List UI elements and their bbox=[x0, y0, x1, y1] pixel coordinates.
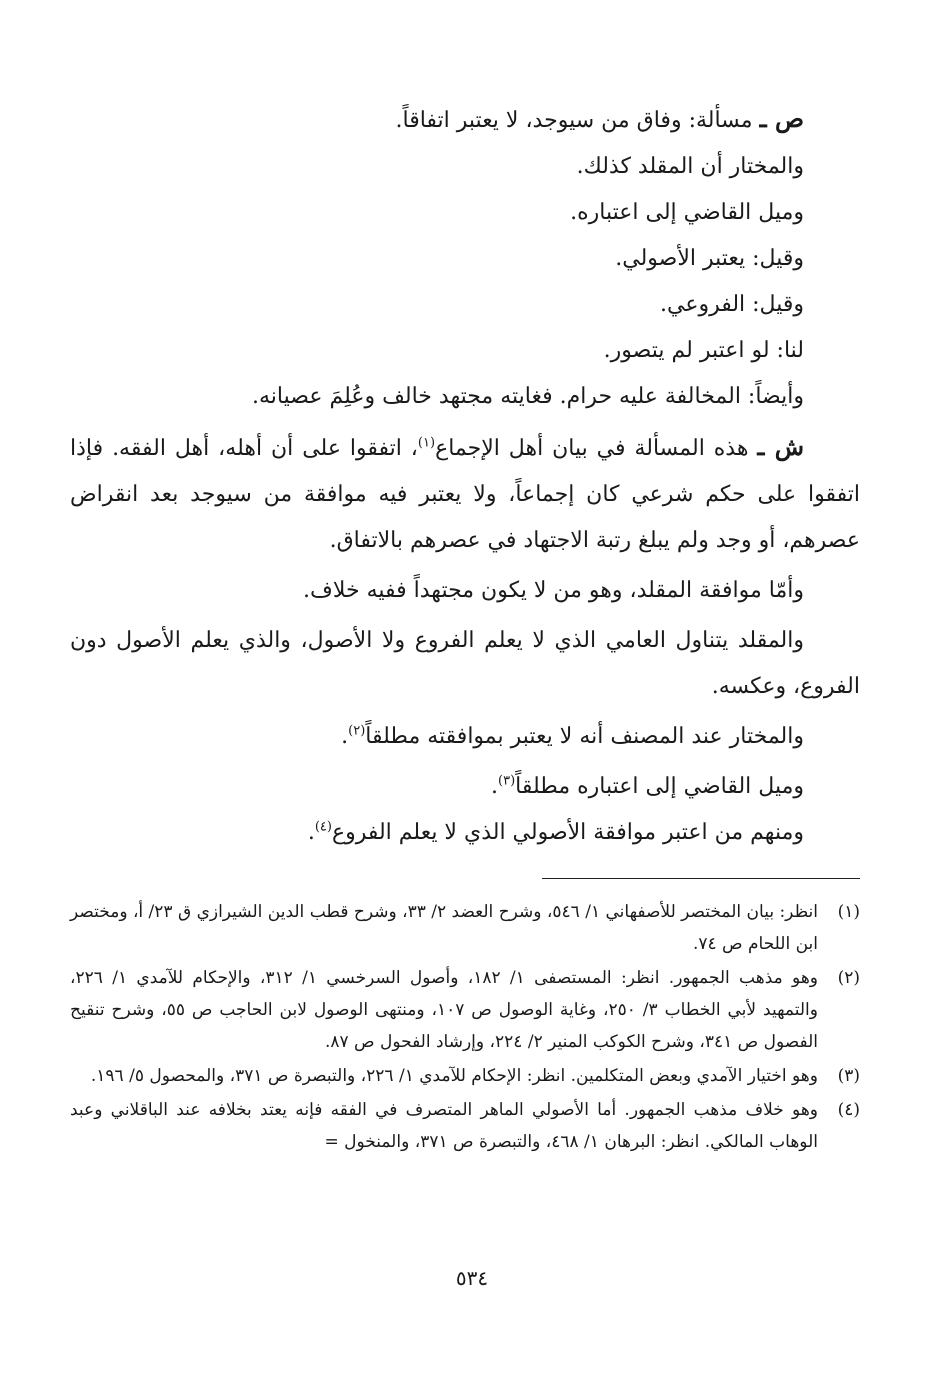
footnote bbox=[70, 1094, 860, 1158]
sharh-paragraph: وميل القاضي إلى اعتباره مطلقاً$^{(٣)}$. bbox=[491, 773, 804, 799]
matn-marker: ص ـ bbox=[759, 104, 804, 133]
matn-line: وقيل: الفروعي. bbox=[659, 292, 804, 317]
footnote-ref: (٢) bbox=[348, 723, 366, 739]
footnotes bbox=[70, 896, 860, 1160]
footnote-text: وهو مذهب الجمهور. انظر: المستصفى ١/ ١٨٢، وأصول السرخسي ١/ ٣١٢، والإحكام للآمدي ١/ ٢٢٦، والتمهيد لأبي الخطاب ٣/ ٢٥٠، وغاية الوصول ص ١٠٧، ومنتهى الوصول لابن الحاجب ص ٥٥، وشرح تنقيح الفصول ص ٣٤١، وشرح الكوكب المنير ٢/ ٢٢٤، وإرشاد الفحول ص ٨٧. bbox=[70, 968, 818, 1052]
footnote-separator bbox=[542, 878, 860, 879]
footnote-ref: (٣) bbox=[498, 773, 516, 789]
matn-line: وقيل: يعتبر الأصولي. bbox=[615, 246, 804, 271]
footnote bbox=[70, 1060, 860, 1092]
footnote-text: وهو خلاف مذهب الجمهور. أما الأصولي الماهر المتصرف في الفقه فإنه يعتد بخلافه عند الباقلاني وعبد الوهاب المالكي. انظر: البرهان ١/ ٤٦٨، والتبصرة ص ٣٧١، والمنخول = bbox=[70, 1100, 818, 1152]
matn-line: ص ـ مسألة: وفاق من سيوجد، لا يعتبر اتفاقاً. bbox=[395, 104, 804, 133]
matn-line: وأيضاً: المخالفة عليه حرام. فغايته مجتهد خالف وعُلِمَ عصيانه. bbox=[252, 384, 804, 409]
matn-line: لنا: لو اعتبر لم يتصور. bbox=[603, 338, 804, 363]
sharh-paragraph: والمقلد يتناول العامي الذي لا يعلم الفروع ولا الأصول، والذي يعلم الأصول دون الفروع، وعكسه. bbox=[70, 628, 860, 699]
footnote-number: (٢) bbox=[837, 968, 860, 988]
matn-line: والمختار أن المقلد كذلك. bbox=[576, 154, 804, 179]
footnote-number: (١) bbox=[837, 902, 860, 922]
footnote-text: انظر: بيان المختصر للأصفهاني ١/ ٥٤٦، وشرح العضد ٢/ ٣٣، وشرح قطب الدين الشيرازي ق ٢٣/ أ، ومختصر ابن اللحام ص ٧٤. bbox=[70, 902, 818, 954]
matn-line: وميل القاضي إلى اعتباره. bbox=[570, 200, 804, 225]
sharh-paragraph: ومنهم من اعتبر موافقة الأصولي الذي لا يعلم الفروع$^{(٤)}$. bbox=[307, 819, 804, 845]
page-number: ٥٣٤ bbox=[455, 1266, 489, 1290]
footnote-number: (٣) bbox=[837, 1066, 860, 1086]
footnote-ref: (١) bbox=[417, 435, 436, 451]
main-text bbox=[70, 96, 860, 856]
footnote bbox=[70, 896, 860, 960]
sharh-paragraph: والمختار عند المصنف أنه لا يعتبر بموافقته مطلقاً$^{(٢)}$. bbox=[341, 723, 804, 749]
sharh-paragraph: ش ـ هذه المسألة في بيان أهل الإجماع$^{(١)}$، اتفقوا على أن أهله، أهل الفقه. فإذا اتفقوا على حكم شرعي كان إجماعاً، ولا يعتبر فيه موافقة من سيوجد بعد انقراض عصرهم، أو وجد ولم يبلغ رتبة الاجتهاد في عصرهم بالاتفاق. bbox=[70, 432, 860, 553]
footnote bbox=[70, 962, 860, 1058]
sharh-marker: ش ـ bbox=[757, 432, 805, 461]
footnote-text: وهو اختيار الآمدي وبعض المتكلمين. انظر: الإحكام للآمدي ١/ ٢٢٦، والتبصرة ص ٣٧١، والمحصول ٥/ ١٩٦. bbox=[90, 1066, 818, 1086]
footnote-number: (٤) bbox=[837, 1100, 860, 1120]
sharh-paragraph: وأمّا موافقة المقلد، وهو من لا يكون مجتهداً ففيه خلاف. bbox=[303, 578, 804, 603]
footnote-ref: (٤) bbox=[314, 819, 332, 835]
